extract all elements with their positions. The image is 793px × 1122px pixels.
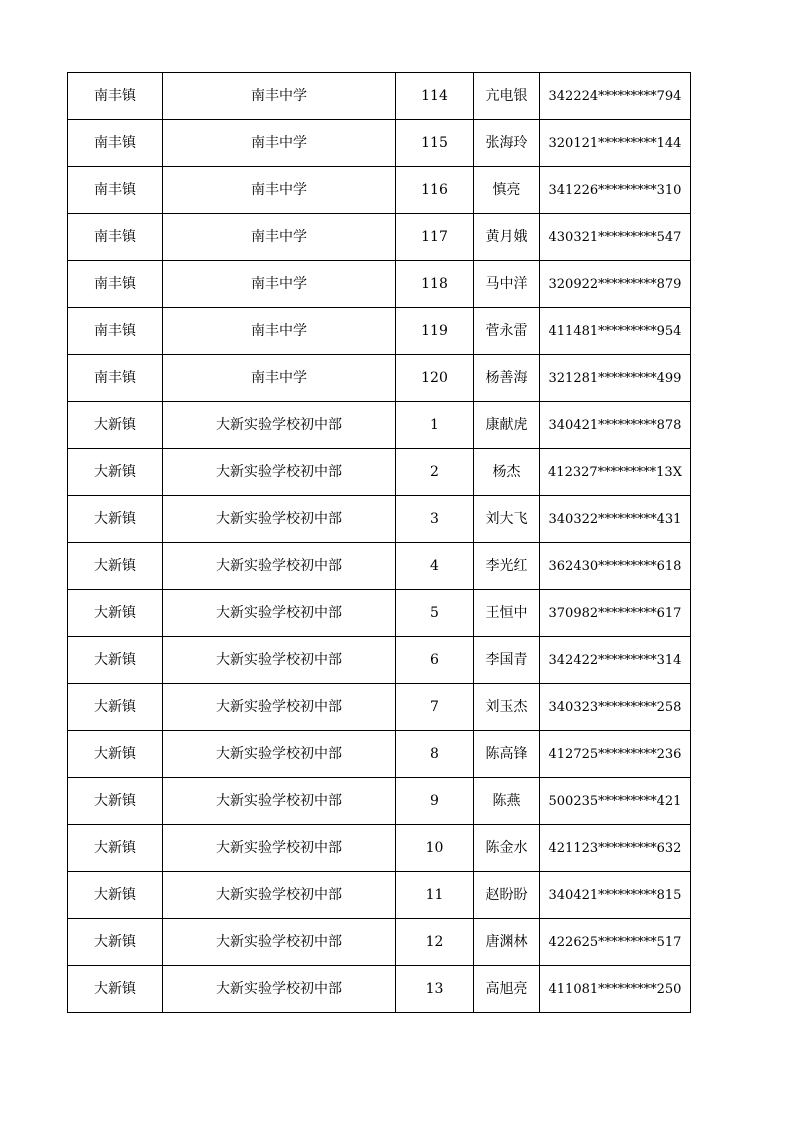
school-cell: 大新实验学校初中部 [163, 449, 396, 496]
school-cell: 南丰中学 [163, 214, 396, 261]
id-number-cell: 412725*********236 [540, 731, 691, 778]
number-cell: 11 [396, 872, 474, 919]
number-cell: 3 [396, 496, 474, 543]
number-cell: 4 [396, 543, 474, 590]
town-cell: 大新镇 [68, 590, 163, 637]
school-cell: 大新实验学校初中部 [163, 731, 396, 778]
id-number-cell: 342422*********314 [540, 637, 691, 684]
id-number-cell: 500235*********421 [540, 778, 691, 825]
id-number-cell: 320121*********144 [540, 120, 691, 167]
town-cell: 大新镇 [68, 402, 163, 449]
town-cell: 南丰镇 [68, 261, 163, 308]
town-cell: 大新镇 [68, 778, 163, 825]
town-cell: 大新镇 [68, 496, 163, 543]
school-cell: 大新实验学校初中部 [163, 684, 396, 731]
name-cell: 李光红 [474, 543, 540, 590]
name-cell: 马中洋 [474, 261, 540, 308]
number-cell: 118 [396, 261, 474, 308]
town-cell: 大新镇 [68, 872, 163, 919]
number-cell: 13 [396, 966, 474, 1013]
school-cell: 南丰中学 [163, 120, 396, 167]
number-cell: 6 [396, 637, 474, 684]
town-cell: 南丰镇 [68, 167, 163, 214]
table-row [68, 120, 691, 167]
id-number-cell: 321281*********499 [540, 355, 691, 402]
table-row [68, 684, 691, 731]
id-number-cell: 340421*********878 [540, 402, 691, 449]
id-number-cell: 341226*********310 [540, 167, 691, 214]
town-cell: 大新镇 [68, 637, 163, 684]
name-cell: 慎亮 [474, 167, 540, 214]
school-cell: 南丰中学 [163, 261, 396, 308]
town-cell: 南丰镇 [68, 308, 163, 355]
number-cell: 2 [396, 449, 474, 496]
town-cell: 南丰镇 [68, 355, 163, 402]
school-cell: 南丰中学 [163, 167, 396, 214]
table-row [68, 73, 691, 120]
table-row [68, 449, 691, 496]
table-row [68, 731, 691, 778]
id-number-cell: 342224*********794 [540, 73, 691, 120]
school-cell: 大新实验学校初中部 [163, 966, 396, 1013]
id-number-cell: 370982*********617 [540, 590, 691, 637]
number-cell: 119 [396, 308, 474, 355]
table-row [68, 355, 691, 402]
name-cell: 陈燕 [474, 778, 540, 825]
name-cell: 亢电银 [474, 73, 540, 120]
number-cell: 117 [396, 214, 474, 261]
name-cell: 杨善海 [474, 355, 540, 402]
table-row [68, 543, 691, 590]
id-number-cell: 320922*********879 [540, 261, 691, 308]
id-number-cell: 340322*********431 [540, 496, 691, 543]
town-cell: 大新镇 [68, 966, 163, 1013]
table-row [68, 825, 691, 872]
number-cell: 116 [396, 167, 474, 214]
name-cell: 陈高锋 [474, 731, 540, 778]
number-cell: 114 [396, 73, 474, 120]
id-number-cell: 412327*********13X [540, 449, 691, 496]
table-row [68, 778, 691, 825]
table-row [68, 966, 691, 1013]
town-cell: 大新镇 [68, 684, 163, 731]
number-cell: 5 [396, 590, 474, 637]
town-cell: 大新镇 [68, 919, 163, 966]
school-cell: 大新实验学校初中部 [163, 496, 396, 543]
school-cell: 大新实验学校初中部 [163, 872, 396, 919]
school-cell: 南丰中学 [163, 73, 396, 120]
school-cell: 南丰中学 [163, 355, 396, 402]
name-cell: 张海玲 [474, 120, 540, 167]
town-cell: 南丰镇 [68, 73, 163, 120]
id-number-cell: 340421*********815 [540, 872, 691, 919]
table-row [68, 261, 691, 308]
name-cell: 陈金水 [474, 825, 540, 872]
school-cell: 大新实验学校初中部 [163, 825, 396, 872]
number-cell: 10 [396, 825, 474, 872]
id-number-cell: 430321*********547 [540, 214, 691, 261]
school-cell: 大新实验学校初中部 [163, 543, 396, 590]
school-cell: 大新实验学校初中部 [163, 919, 396, 966]
school-cell: 大新实验学校初中部 [163, 402, 396, 449]
town-cell: 南丰镇 [68, 214, 163, 261]
town-cell: 大新镇 [68, 543, 163, 590]
school-cell: 大新实验学校初中部 [163, 637, 396, 684]
town-cell: 大新镇 [68, 825, 163, 872]
name-cell: 高旭亮 [474, 966, 540, 1013]
number-cell: 115 [396, 120, 474, 167]
name-cell: 李国青 [474, 637, 540, 684]
table-row [68, 872, 691, 919]
town-cell: 大新镇 [68, 449, 163, 496]
number-cell: 7 [396, 684, 474, 731]
table-row [68, 590, 691, 637]
town-cell: 南丰镇 [68, 120, 163, 167]
name-cell: 王恒中 [474, 590, 540, 637]
id-number-cell: 362430*********618 [540, 543, 691, 590]
table-row [68, 167, 691, 214]
name-cell: 菅永雷 [474, 308, 540, 355]
name-cell: 刘大飞 [474, 496, 540, 543]
table-row [68, 308, 691, 355]
id-number-cell: 340323*********258 [540, 684, 691, 731]
number-cell: 12 [396, 919, 474, 966]
name-cell: 康献虎 [474, 402, 540, 449]
number-cell: 1 [396, 402, 474, 449]
roster-table [67, 72, 691, 1013]
number-cell: 9 [396, 778, 474, 825]
id-number-cell: 411081*********250 [540, 966, 691, 1013]
name-cell: 赵盼盼 [474, 872, 540, 919]
table-row [68, 637, 691, 684]
id-number-cell: 422625*********517 [540, 919, 691, 966]
table-row [68, 402, 691, 449]
town-cell: 大新镇 [68, 731, 163, 778]
table-row [68, 496, 691, 543]
name-cell: 刘玉杰 [474, 684, 540, 731]
name-cell: 杨杰 [474, 449, 540, 496]
table-row [68, 919, 691, 966]
table-row [68, 214, 691, 261]
number-cell: 120 [396, 355, 474, 402]
number-cell: 8 [396, 731, 474, 778]
name-cell: 唐渊林 [474, 919, 540, 966]
school-cell: 南丰中学 [163, 308, 396, 355]
school-cell: 大新实验学校初中部 [163, 778, 396, 825]
id-number-cell: 411481*********954 [540, 308, 691, 355]
name-cell: 黄月娥 [474, 214, 540, 261]
school-cell: 大新实验学校初中部 [163, 590, 396, 637]
roster-table-body [68, 73, 691, 1013]
id-number-cell: 421123*********632 [540, 825, 691, 872]
